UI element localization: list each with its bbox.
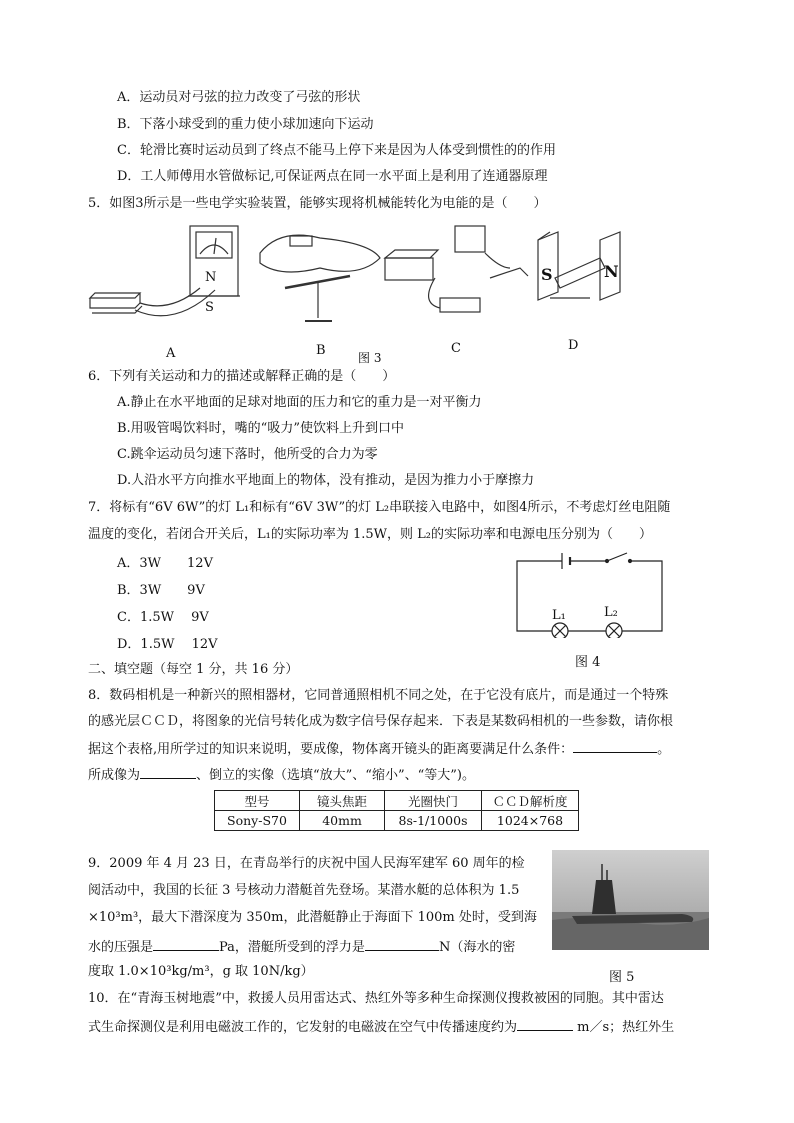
q8-line3-end: 。	[657, 742, 671, 757]
q9-line3: ×10³m³，最大下潜深度为 350m，此潜艇静止于海面下 100m 处时，受到海	[88, 910, 537, 925]
q5-stem: 5．如图3所示是一些电学实验装置，能够实现将机械能转化为电能的是（ ）	[88, 196, 547, 211]
q10-line2	[88, 1017, 674, 1037]
q8-line3-text: 据这个表格,用所学过的知识来说明，要成像，物体离开镜头的距离要满足什么条件：	[88, 742, 574, 757]
q6-option-a: A.静止在水平地面的足球对地面的压力和它的重力是一对平衡力	[117, 395, 482, 410]
q8-line4-start: 所成像为	[88, 768, 141, 783]
q9-line4-c: N（海水的密	[438, 940, 516, 955]
q8-line1: 8．数码相机是一种新兴的照相器材，它同普通照相机不同之处，在于它没有底片，而是通过一个特殊	[88, 688, 669, 703]
section-2-title: 二、填空题（每空 1 分，共 16 分）	[88, 662, 299, 677]
q9-blank-2	[365, 937, 439, 951]
fig5-caption: 图 5	[609, 970, 635, 985]
q8-blank-1	[573, 739, 657, 753]
q10-blank-1	[517, 1017, 573, 1031]
table-row	[215, 811, 579, 831]
lamp-l1-label: L₁	[552, 608, 566, 623]
q9-blank-1	[153, 937, 219, 951]
q8-line4-end: 、倒立的实像（选填“放大”、“缩小”、“等大”)。	[196, 768, 475, 783]
table-cell: 1024×768	[482, 811, 579, 831]
fig3-label-b: B	[316, 343, 326, 358]
q7-option-c: C．1.5W 9V	[117, 610, 209, 625]
fig3-n-label-a: N	[205, 270, 217, 285]
q4-option-c: C．轮滑比赛时运动员到了终点不能马上停下来是因为人体受到惯性的的作用	[117, 143, 556, 158]
q9-line2: 阅活动中，我国的长征 3 号核动力潜艇首先登场。某潜水艇的总体积为 1.5	[88, 883, 520, 898]
q6-option-d: D.人沿水平方向推水平地面上的物体，没有推动，是因为推力小于摩擦力	[117, 473, 535, 488]
fig3-s-label-a: S	[205, 300, 214, 315]
fig4-caption: 图 4	[575, 655, 601, 670]
q6-stem: 6．下列有关运动和力的描述或解释正确的是（ ）	[88, 369, 396, 384]
q10-line2-a: 式生命探测仪是利用电磁波工作的，它发射的电磁波在空气中传播速度约为	[88, 1020, 518, 1035]
figure-4-circuit	[512, 548, 668, 638]
q10-line2-b: m／s；热红外生	[573, 1020, 675, 1035]
table-cell: 8s-1/1000s	[385, 811, 482, 831]
fig3-b-oersted-setup	[260, 235, 380, 321]
figure-3-illustrations	[80, 218, 640, 343]
table-header-row	[215, 791, 579, 811]
q9-line4	[88, 937, 515, 957]
q9-line4-a: 水的压强是	[88, 940, 154, 955]
q8-blank-2	[140, 765, 196, 779]
fig3-caption: 图 3	[358, 351, 382, 365]
q9-line1: 9．2009 年 4 月 23 日，在青岛举行的庆祝中国人民海军建军 60 周年的检	[88, 856, 525, 871]
q8-line2: 的感光层ＣＣＤ，将图象的光信号转化成为数字信号保存起来．下表是某数码相机的一些参数，请你根	[88, 714, 674, 729]
q8-line4	[88, 765, 475, 785]
figure-5-submarine-photo	[552, 850, 709, 950]
fig3-label-c: C	[451, 341, 461, 356]
table-header: ＣＣＤ解析度	[482, 791, 579, 811]
q7-option-a: A．3W 12V	[117, 556, 213, 571]
fig3-label-d: D	[568, 338, 579, 353]
q7-option-b: B．3W 9V	[117, 583, 205, 598]
table-cell: Sony-S70	[215, 811, 300, 831]
fig3-label-a: A	[166, 346, 176, 361]
q7-stem-line1: 7．将标有“6V 6W”的灯 L₁和标有“6V 3W”的灯 L₂串联接入电路中，如图4所示，不考虑灯丝电阻随	[88, 500, 671, 515]
q4-option-d: D．工人师傅用水管做标记,可保证两点在同一水平面上是利用了连通器原理	[117, 169, 548, 184]
camera-parameter-table	[214, 790, 579, 831]
table-header: 型号	[215, 791, 300, 811]
q8-line3	[88, 739, 670, 759]
fig3-c-circuit-setup	[385, 226, 528, 312]
q6-option-c: C.跳伞运动员匀速下落时，他所受的合力为零	[117, 447, 378, 462]
q9-line5: 度取 1.0×10³kg/m³，g 取 10N/kg）	[88, 964, 314, 979]
fig3-a-galvanometer-setup	[90, 226, 240, 316]
table-header: 镜头焦距	[300, 791, 385, 811]
lamp-l2-label: L₂	[604, 605, 618, 620]
q4-option-b: B．下落小球受到的重力使小球加速向下运动	[117, 117, 374, 132]
table-header: 光圈快门	[385, 791, 482, 811]
fig3-s-label-d: S	[541, 265, 553, 284]
q10-line1: 10．在“青海玉树地震”中，救援人员用雷达式、热红外等多种生命探测仪搜救被困的同胞。其中雷达	[88, 991, 664, 1006]
q6-option-b: B.用吸管喝饮料时，嘴的“吸力”使饮料上升到口中	[117, 421, 404, 436]
q7-option-d: D．1.5W 12V	[117, 637, 218, 652]
table-cell: 40mm	[300, 811, 385, 831]
q4-option-a: A．运动员对弓弦的拉力改变了弓弦的形状	[117, 90, 361, 105]
q7-stem-line2: 温度的变化，若闭合开关后，L₁的实际功率为 1.5W，则 L₂的实际功率和电源电压分别为（ ）	[88, 527, 652, 542]
fig3-n-label-d: N	[604, 262, 619, 281]
q9-line4-b: Pa，潜艇所受到的浮力是	[219, 940, 365, 955]
